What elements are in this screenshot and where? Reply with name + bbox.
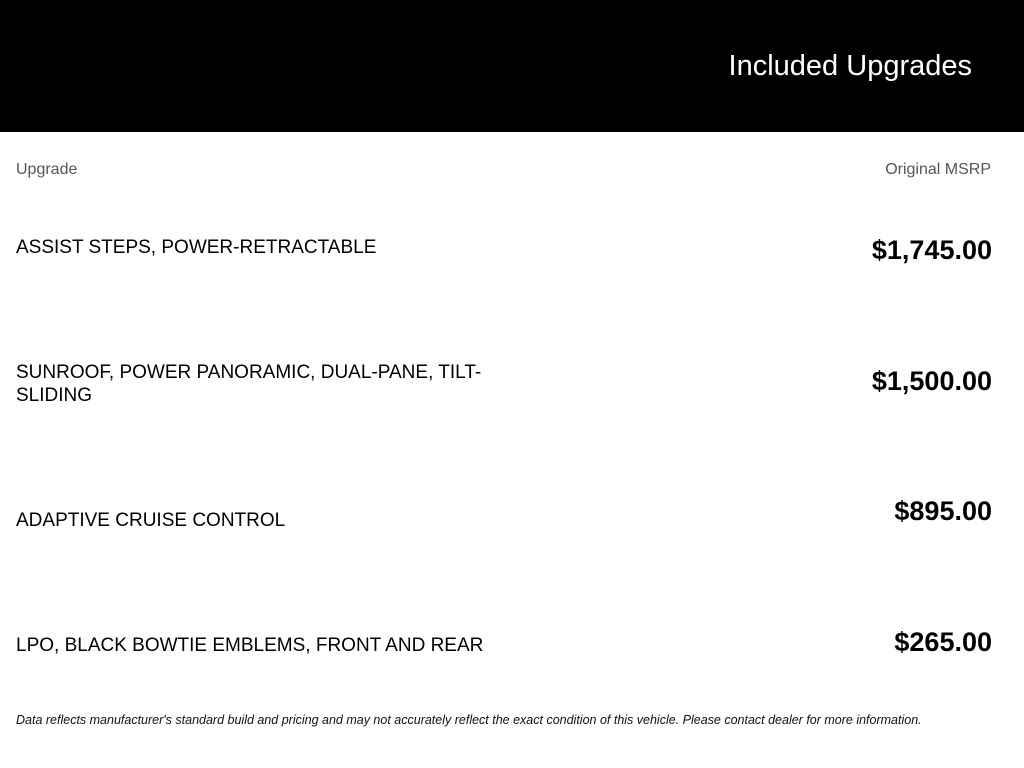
upgrade-name: SUNROOF, POWER PANORAMIC, DUAL-PANE, TILT-SLIDING <box>16 362 482 406</box>
upgrade-price: $1,500.00 <box>871 366 992 396</box>
upgrade-name: LPO, BLACK BOWTIE EMBLEMS, FRONT AND REAR <box>16 635 484 656</box>
column-header-msrp: Original MSRP <box>885 161 991 178</box>
upgrade-price: $895.00 <box>894 496 992 526</box>
upgrade-name: ADAPTIVE CRUISE CONTROL <box>16 510 286 531</box>
column-header-upgrade: Upgrade <box>16 161 78 178</box>
upgrade-price: $1,745.00 <box>871 235 992 265</box>
disclaimer-text: Data reflects manufacturer's standard build and pricing and may not accurately reflect the exact condition of this vehicle. Please contact dealer for more information. <box>16 713 922 727</box>
page-title: Included Upgrades <box>728 50 972 82</box>
upgrade-price: $265.00 <box>894 627 992 657</box>
header-banner <box>0 0 1024 132</box>
upgrade-name: ASSIST STEPS, POWER-RETRACTABLE <box>16 237 377 258</box>
